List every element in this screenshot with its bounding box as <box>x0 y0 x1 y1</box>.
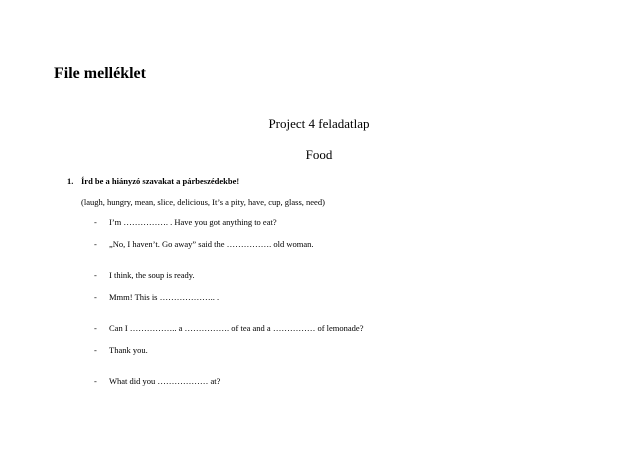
exercise-heading <box>67 175 239 187</box>
topic-title: Food <box>305 147 333 162</box>
dash-marker: - <box>94 239 97 249</box>
dialogue-text: Mmm! This is ……………….. . <box>109 292 220 302</box>
dash-marker: - <box>94 345 97 355</box>
dialogue-text: I think, the soup is ready. <box>109 270 195 280</box>
exercise-number: 1. <box>67 176 74 186</box>
dialogue-text: I’m ……………. . Have you got anything to eat? <box>109 217 277 227</box>
dash-marker: - <box>94 292 97 302</box>
dialogue-text: What did you ……………… at? <box>109 376 221 386</box>
dialogue-text: Can I …………….. a ……………. of tea and a …………… of lemonade? <box>109 323 364 333</box>
dash-marker: - <box>94 323 97 333</box>
page-title: File melléklet <box>54 65 146 82</box>
dialogue-line <box>94 344 148 356</box>
dialogue-line <box>94 216 277 228</box>
dialogue-line <box>94 238 314 250</box>
dash-marker: - <box>94 217 97 227</box>
word-bank: (laugh, hungry, mean, slice, delicious, It’s a pity, have, cup, glass, need) <box>81 197 325 207</box>
project-title: Project 4 feladatlap <box>268 116 370 131</box>
dialogue-line <box>94 322 363 334</box>
dialogue-line <box>94 375 220 387</box>
dash-marker: - <box>94 270 97 280</box>
exercise-instruction: Írd be a hiányzó szavakat a párbeszédekbe! <box>81 176 240 186</box>
dash-marker: - <box>94 376 97 386</box>
dialogue-text: Thank you. <box>109 345 148 355</box>
dialogue-line <box>94 291 219 303</box>
dialogue-line <box>94 269 195 281</box>
dialogue-text: „No, I haven’t. Go away” said the ……………. old woman. <box>109 239 314 249</box>
